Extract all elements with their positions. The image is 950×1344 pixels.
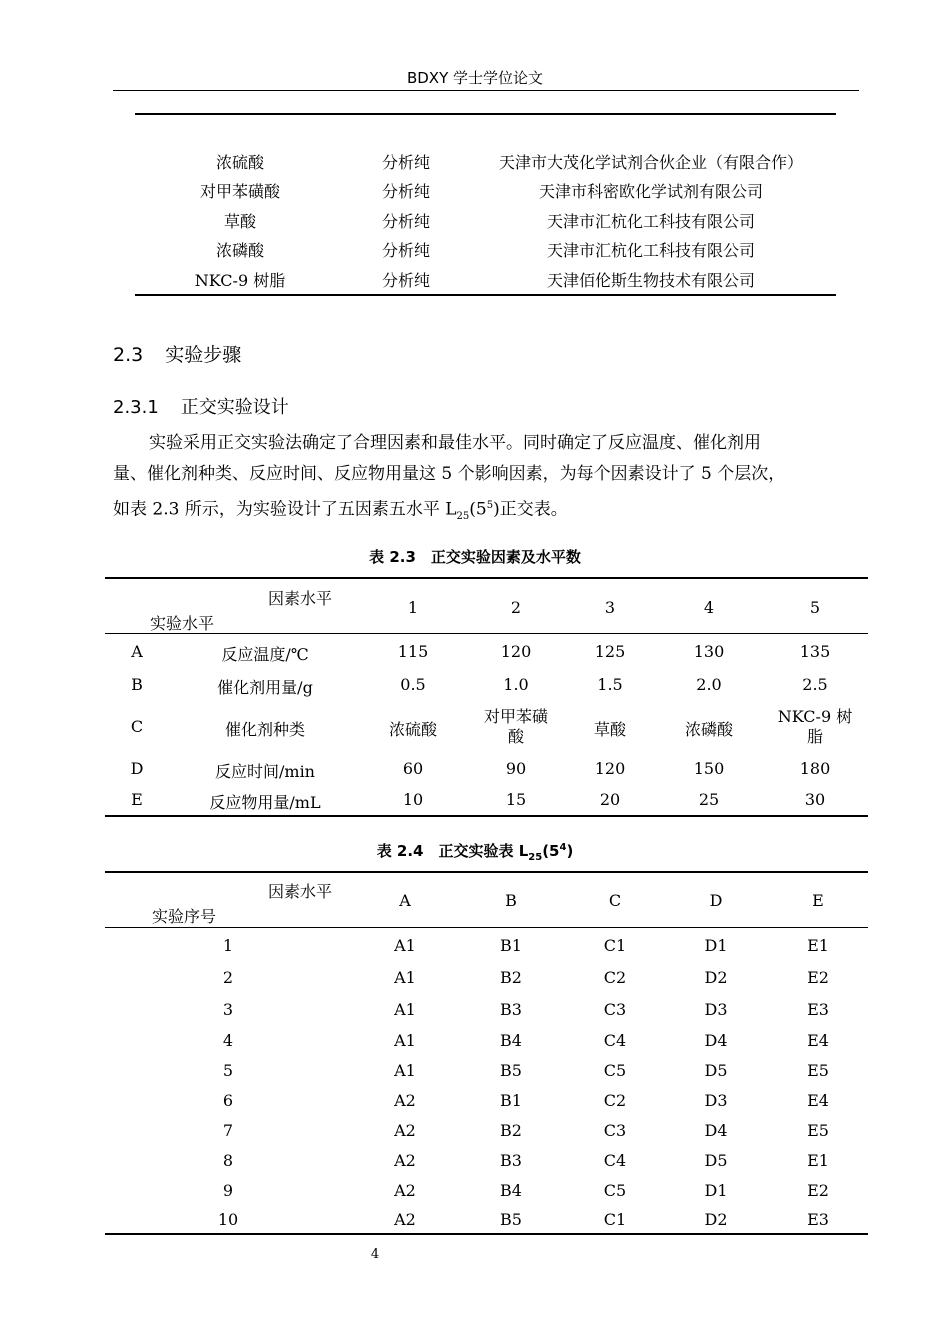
table-2-3-level-header: 3 <box>604 598 616 617</box>
table-2-4-cell: A2 <box>394 1181 416 1200</box>
table-2-4-cell: C5 <box>603 1181 627 1200</box>
table-2-4-cell: C3 <box>603 1000 627 1019</box>
table-2-4-run-number: 10 <box>217 1210 239 1229</box>
table-2-3-level-header: 4 <box>703 598 715 617</box>
table-2-3-cell: 115 <box>397 642 429 661</box>
table-2-3-factor-code: E <box>131 790 143 809</box>
reagent-grade: 分析纯 <box>381 212 430 231</box>
table-2-4-cell: A1 <box>394 968 416 987</box>
table-2-3-cell: 对甲苯磺酸 <box>483 707 548 746</box>
reagent-name: 浓硫酸 <box>215 153 264 172</box>
table-2-4-corner-bottom: 实验序号 <box>152 907 217 926</box>
table-2-3-cell: 30 <box>804 790 826 809</box>
page-header: BDXY 学士学位论文 <box>406 69 544 87</box>
table-2-3-cell: 草酸 <box>593 720 626 739</box>
table-2-3-bottom-rule <box>105 815 868 817</box>
table-2-4-corner-top: 因素水平 <box>268 882 333 901</box>
table-2-3-cell: 15 <box>505 790 527 809</box>
table-2-4-column-header: D <box>709 891 723 910</box>
table-2-4-cell: D3 <box>704 1091 728 1110</box>
table-2-4-run-number: 6 <box>222 1091 234 1110</box>
table-2-4-cell: E3 <box>807 1210 829 1229</box>
table-2-4-cell: C4 <box>603 1031 627 1050</box>
table-2-3-caption: 表 2.3 正交实验因素及水平数 <box>369 548 581 566</box>
paragraph-line-2: 量、催化剂种类、反应时间、反应物用量这 5 个影响因素，为每个因素设计了 5 个层次， <box>113 464 786 484</box>
table-2-4-cell: E3 <box>807 1000 829 1019</box>
reagent-manufacturer: 天津市汇杭化工科技有限公司 <box>546 241 755 260</box>
table-2-4-cell: D4 <box>704 1031 728 1050</box>
table-2-3-top-rule <box>105 577 868 579</box>
table-2-3-factor-name: 反应时间/min <box>215 762 315 781</box>
reagent-name: 草酸 <box>223 212 256 231</box>
table-2-3-factor-code: A <box>131 642 143 661</box>
section-heading <box>113 340 241 367</box>
table-2-3-factor-name: 反应物用量/mL <box>209 793 321 812</box>
table-2-4-cell: A1 <box>394 1061 416 1080</box>
table-2-3-cell: 180 <box>799 759 831 778</box>
table-2-4-cell: D3 <box>704 1000 728 1019</box>
table-2-4-cell: A1 <box>394 1031 416 1050</box>
table-2-4-cell: E2 <box>807 968 829 987</box>
paragraph-line-1: 实验采用正交实验法确定了合理因素和最佳水平。同时确定了反应温度、催化剂用 <box>149 433 761 453</box>
table-2-4-top-rule <box>105 871 868 873</box>
table-2-4-column-header: A <box>399 891 411 910</box>
table-2-4-cell: E4 <box>807 1091 829 1110</box>
table-2-4-cell: B2 <box>500 968 522 987</box>
section-title: 实验步骤 <box>165 344 242 366</box>
reagent-name: 浓磷酸 <box>215 241 264 260</box>
table-2-4-cell: B4 <box>500 1181 522 1200</box>
table-2-4-cell: B2 <box>500 1121 522 1140</box>
table-2-3-factor-name: 反应温度/℃ <box>221 645 309 664</box>
table-2-4-cell: B3 <box>500 1151 522 1170</box>
table-2-3-cell: 1.5 <box>597 675 623 694</box>
table-2-4-cell: A2 <box>394 1151 416 1170</box>
reagent-grade: 分析纯 <box>381 153 430 172</box>
reagent-grade: 分析纯 <box>381 182 430 201</box>
reagent-grade: 分析纯 <box>381 241 430 260</box>
table-2-4-cell: D1 <box>704 1181 728 1200</box>
table-2-4-cell: B4 <box>500 1031 522 1050</box>
header-rule <box>113 90 859 91</box>
table-2-3-level-header: 5 <box>809 598 821 617</box>
table-2-3-factor-name: 催化剂种类 <box>224 720 305 739</box>
table-2-4-cell: B5 <box>500 1061 522 1080</box>
table-2-4-cell: C1 <box>603 1210 627 1229</box>
table-2-3-cell: 125 <box>594 642 626 661</box>
reagent-table-bottom-rule <box>135 294 836 296</box>
table-2-3-cell: 60 <box>402 759 424 778</box>
table-2-3-cell: 120 <box>594 759 626 778</box>
table-2-4-cell: D5 <box>704 1151 728 1170</box>
table-2-4-cell: B1 <box>500 1091 522 1110</box>
table-2-3-factor-code: B <box>131 675 143 694</box>
table-2-4-cell: E2 <box>807 1181 829 1200</box>
table-2-4-run-number: 2 <box>222 968 234 987</box>
table-2-4-cell: D5 <box>704 1061 728 1080</box>
table-2-4-cell: C2 <box>603 968 627 987</box>
paragraph-line-3: 如表 2.3 所示，为实验设计了五因素五水平 $L_{25}(5^5)$正交表。 <box>113 499 568 523</box>
subsection-title: 正交实验设计 <box>180 397 289 418</box>
table-2-3-cell: 0.5 <box>400 675 426 694</box>
page-number: 4 <box>370 1247 380 1262</box>
table-2-4-column-header: E <box>812 891 824 910</box>
table-2-4-cell: C3 <box>603 1121 627 1140</box>
table-2-4-cell: A2 <box>394 1121 416 1140</box>
table-2-4-cell: A2 <box>394 1091 416 1110</box>
table-2-3-cell: 2.0 <box>696 675 722 694</box>
table-2-4-caption: 表 2.4 正交实验表 $L_{25}(5^4)$ <box>376 842 574 863</box>
table-2-3-cell: 浓磷酸 <box>684 720 733 739</box>
section-number: 2.3 <box>113 344 144 366</box>
reagent-manufacturer: 天津市大茂化学试剂合伙企业（有限合作） <box>498 153 803 172</box>
table-2-4-cell: C4 <box>603 1151 627 1170</box>
table-2-4-cell: E1 <box>807 1151 829 1170</box>
table-2-4-cell: A1 <box>394 1000 416 1019</box>
reagent-manufacturer: 天津佰伦斯生物技术有限公司 <box>546 271 755 290</box>
table-2-3-cell: 135 <box>799 642 831 661</box>
table-2-3-level-header: 1 <box>407 598 419 617</box>
table-2-4-column-header: C <box>608 891 622 910</box>
table-2-3-cell: 2.5 <box>802 675 828 694</box>
reagent-name: 对甲苯磺酸 <box>199 182 280 201</box>
table-2-4-cell: D1 <box>704 936 728 955</box>
table-2-4-cell: E5 <box>807 1061 829 1080</box>
table-2-4-cell: B1 <box>500 936 522 955</box>
table-2-4-cell: C1 <box>603 936 627 955</box>
table-2-4-run-number: 1 <box>222 936 234 955</box>
reagent-table-top-rule <box>135 113 836 115</box>
table-2-3-corner-bottom: 实验水平 <box>150 614 215 633</box>
table-2-3-level-header: 2 <box>510 598 522 617</box>
table-2-4-cell: B5 <box>500 1210 522 1229</box>
table-2-3-cell: 20 <box>599 790 621 809</box>
table-2-4-cell: D4 <box>704 1121 728 1140</box>
table-2-4-cell: C5 <box>603 1061 627 1080</box>
subsection-heading <box>113 393 289 419</box>
table-2-4-run-number: 3 <box>222 1000 234 1019</box>
table-2-3-factor-name: 催化剂用量/g <box>217 678 313 697</box>
table-2-3-cell: NKC-9 树脂 <box>777 707 853 746</box>
table-2-4-run-number: 8 <box>222 1151 234 1170</box>
body-paragraph <box>113 428 873 532</box>
table-2-4-bottom-rule <box>105 1233 868 1235</box>
reagent-name: NKC-9 树脂 <box>194 271 286 290</box>
table-2-3-cell: 25 <box>698 790 720 809</box>
reagent-grade: 分析纯 <box>381 271 430 290</box>
table-2-4-cell: D2 <box>704 968 728 987</box>
table-2-4-run-number: 5 <box>222 1061 234 1080</box>
table-2-4-cell: E4 <box>807 1031 829 1050</box>
table-2-3-header-rule <box>105 633 868 634</box>
table-2-4-cell: C2 <box>603 1091 627 1110</box>
table-2-3-factor-code: C <box>130 717 144 736</box>
table-2-4-header-rule <box>105 927 868 928</box>
table-2-4-cell: A2 <box>394 1210 416 1229</box>
table-2-3-cell: 120 <box>500 642 532 661</box>
table-2-3-corner-top: 因素水平 <box>268 589 333 608</box>
table-2-3-cell: 150 <box>693 759 725 778</box>
table-2-3-cell: 130 <box>693 642 725 661</box>
table-2-3-factor-code: D <box>130 759 144 778</box>
table-2-4-column-header: B <box>505 891 517 910</box>
reagent-manufacturer: 天津市科密欧化学试剂有限公司 <box>538 182 763 201</box>
table-2-4-run-number: 9 <box>222 1181 234 1200</box>
table-2-3-cell: 1.0 <box>503 675 529 694</box>
table-2-3-cell: 浓硫酸 <box>388 720 437 739</box>
table-2-4-cell: B3 <box>500 1000 522 1019</box>
table-2-4-cell: A1 <box>394 936 416 955</box>
table-2-3-cell: 90 <box>505 759 527 778</box>
table-2-4-run-number: 7 <box>222 1121 234 1140</box>
table-2-4-cell: E1 <box>807 936 829 955</box>
subsection-number: 2.3.1 <box>113 397 159 418</box>
table-2-3-cell: 10 <box>402 790 424 809</box>
table-2-4-cell: D2 <box>704 1210 728 1229</box>
table-2-4-cell: E5 <box>807 1121 829 1140</box>
table-2-4-run-number: 4 <box>222 1031 234 1050</box>
reagent-manufacturer: 天津市汇杭化工科技有限公司 <box>546 212 755 231</box>
